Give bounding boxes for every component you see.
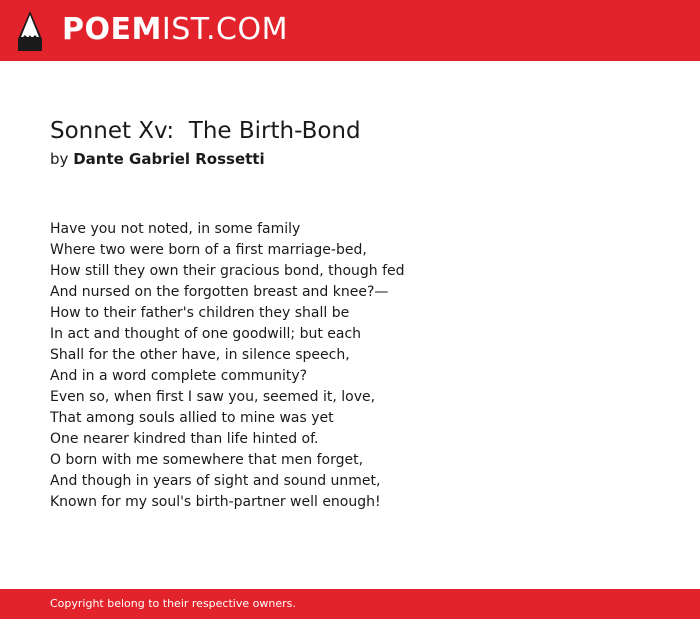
poem-line: One nearer kindred than life hinted of.: [50, 431, 319, 447]
poem-line: Even so, when first I saw you, seemed it, love,: [50, 389, 376, 405]
poem-byline: [50, 149, 265, 169]
poem-title: Sonnet Xv: The Birth-Bond: [50, 118, 361, 144]
poem-line: That among souls allied to mine was yet: [50, 410, 334, 426]
pencil-icon[interactable]: [18, 11, 42, 51]
poem-body: [50, 219, 405, 513]
poem-line: Have you not noted, in some family: [50, 221, 301, 237]
poem-line: In act and thought of one goodwill; but each: [50, 326, 362, 342]
poem-line: Known for my soul's birth-partner well enough!: [50, 494, 381, 510]
poem-line: And nursed on the forgotten breast and knee?—: [50, 284, 389, 300]
poem-author: Dante Gabriel Rossetti: [73, 150, 265, 168]
poem-line: And in a word complete community?: [50, 368, 308, 384]
poem-line: How still they own their gracious bond, though fed: [50, 263, 405, 279]
poem-line: O born with me somewhere that men forget,: [50, 452, 364, 468]
logo-text-bold: POEM: [62, 12, 162, 47]
site-footer: [0, 589, 700, 619]
logo-text-light: IST.COM: [161, 12, 288, 47]
site-logo[interactable]: [62, 12, 288, 48]
by-label: by: [50, 150, 69, 168]
poem-line: How to their father's children they shall be: [50, 305, 350, 321]
poem-line: Where two were born of a first marriage-bed,: [50, 242, 367, 258]
site-header: [0, 0, 700, 61]
copyright-text: Copyright belong to their respective owners.: [50, 597, 296, 610]
poem-line: Shall for the other have, in silence speech,: [50, 347, 350, 363]
poem-line: And though in years of sight and sound unmet,: [50, 473, 381, 489]
